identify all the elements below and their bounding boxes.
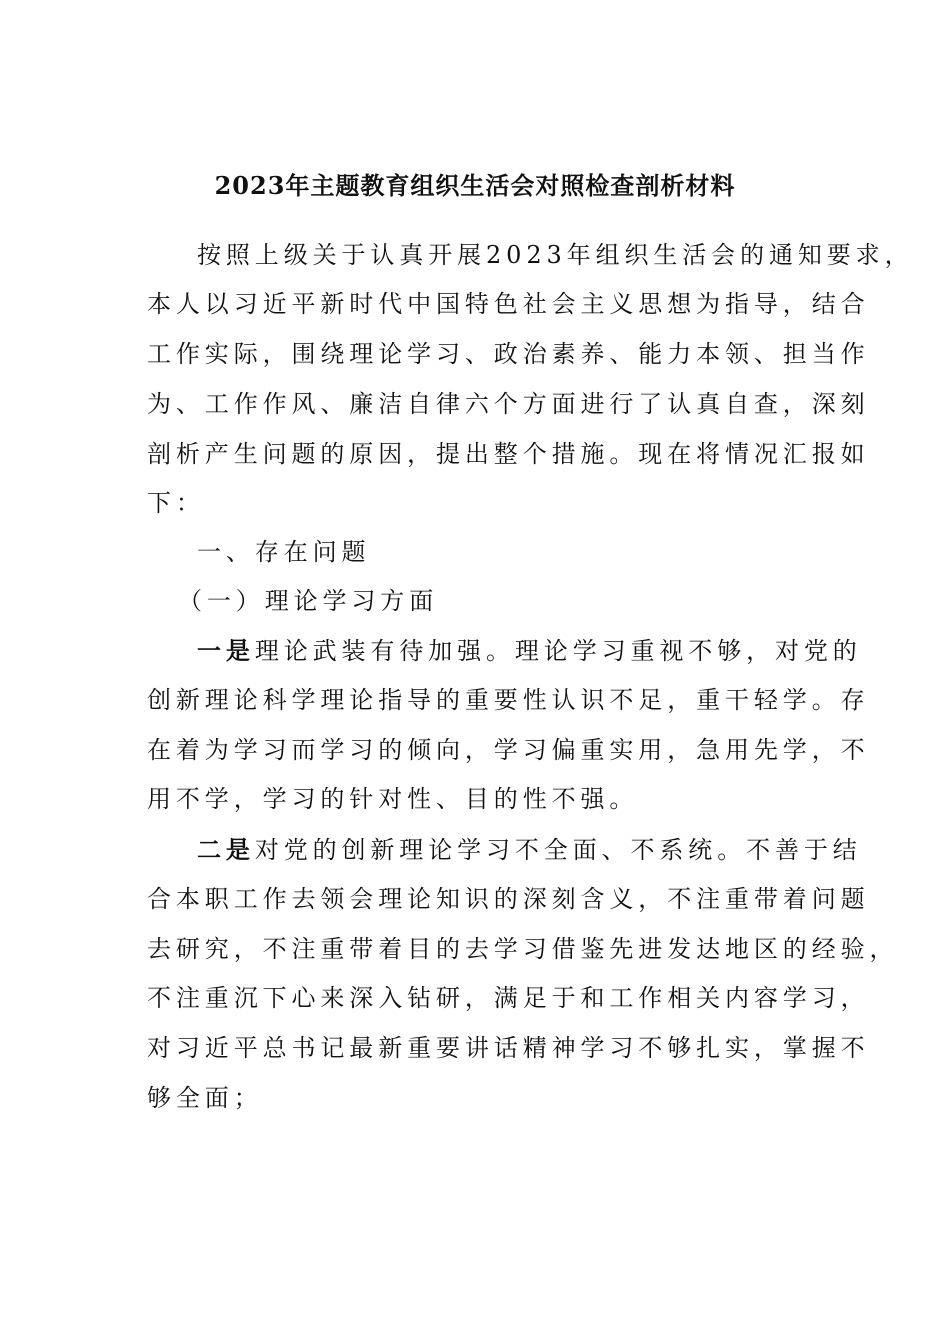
paragraph-line bbox=[197, 835, 862, 865]
paragraph-line: 创新理论科学理论指导的重要性认识不足，重干轻学。存 bbox=[147, 686, 870, 714]
paragraph-line: 按照上级关于认真开展2023年组织生活会的通知要求， bbox=[197, 241, 914, 269]
paragraph-line: 去研究，不注重带着目的去学习借鉴先进发达地区的经验， bbox=[147, 935, 899, 963]
paragraph-line: 本人以习近平新时代中国特色社会主义思想为指导，结合 bbox=[147, 290, 870, 318]
paragraph-line bbox=[197, 636, 862, 666]
paragraph-line: 对习近平总书记最新重要讲话精神学习不够扎实，掌握不 bbox=[147, 1034, 870, 1062]
point-lead: 一是 bbox=[197, 636, 255, 665]
section-heading: 一、存在问题 bbox=[197, 538, 371, 566]
paragraph-line: 用不学，学习的针对性、目的性不强。 bbox=[147, 785, 639, 813]
paragraph-line: 不注重沉下心来深入钻研，满足于和工作相关内容学习， bbox=[147, 984, 870, 1012]
document-title: 2023年主题教育组织生活会对照检查剖析材料 bbox=[214, 171, 736, 200]
paragraph-line: 下： bbox=[147, 489, 205, 517]
subsection-heading: （一）理论学习方面 bbox=[178, 587, 439, 615]
line-text: 对党的创新理论学习不全面、不系统。不善于结 bbox=[254, 836, 862, 864]
point-lead: 二是 bbox=[197, 835, 255, 864]
paragraph-line: 为、工作作风、廉洁自律六个方面进行了认真自查，深刻 bbox=[147, 390, 870, 418]
paragraph-line: 在着为学习而学习的倾向，学习偏重实用，急用先学，不 bbox=[147, 736, 870, 764]
line-text: 理论武装有待加强。理论学习重视不够，对党的 bbox=[254, 637, 862, 665]
paragraph-line: 合本职工作去领会理论知识的深刻含义，不注重带着问题 bbox=[147, 885, 870, 913]
paragraph-line: 工作实际，围绕理论学习、政治素养、能力本领、担当作 bbox=[147, 340, 870, 368]
paragraph-line: 剖析产生问题的原因，提出整个措施。现在将情况汇报如 bbox=[147, 440, 870, 468]
paragraph-line: 够全面； bbox=[147, 1084, 263, 1112]
